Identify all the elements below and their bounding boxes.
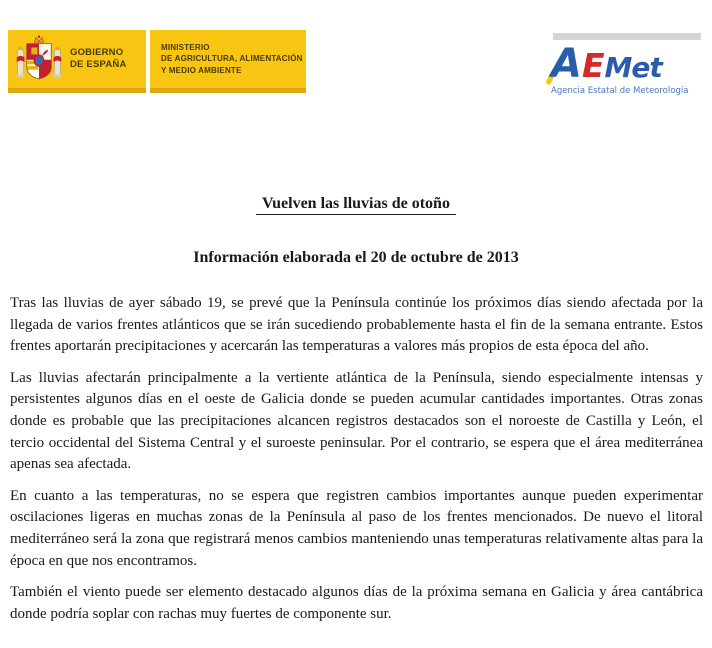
government-line2: DE ESPAÑA [70,59,127,70]
ministry-line2: DE AGRICULTURA, ALIMENTACIÓN [161,54,303,64]
aemet-letter-a: A [551,41,582,87]
aemet-letters-met: Met [604,51,662,84]
body-paragraph: También el viento puede ser elemento destacado algunos días de la próxima semana en Galicia y área cantábrica donde podría soplar con rachas muy fuertes de componente sur. [10,584,703,622]
government-logo-text [70,47,127,72]
document-subtitle: Información elaborada el 20 de octubre de 2013 [193,249,519,266]
government-logo-block [8,30,146,93]
aemet-logo [551,41,701,87]
government-line1: GOBIERNO [70,46,124,58]
header-gray-bar [553,33,701,40]
ministry-logo-block [150,30,306,93]
document-body [10,293,703,635]
document-title-text: Vuelven las lluvias de otoño [256,195,456,215]
ministry-line1: MINISTERIO [161,42,210,52]
ministry-line3: Y MEDIO AMBIENTE [161,65,242,75]
ministry-logo-text [161,42,303,77]
body-paragraph: Tras las lluvias de ayer sábado 19, se prevé que la Península continúe los próximos días siendo afectada por la llegada de varios frentes atlánticos que se irán sucediendo probablemente hasta el fin de la semana entrante. Estos frentes aportarán precipitaciones y acercarán las temperaturas a valores más propios de esta época del año. [10,295,703,355]
body-paragraph: En cuanto a las temperaturas, no se espera que registren cambios importantes aunque pueden experimentar oscilaciones ligeras en muchas zonas de la Península al paso de los frentes mencionados. De nuevo el litoral mediterráneo será la zona que registrará menos cambios manteniendo unas temperaturas relativamente altas para la época en que nos encontramos. [10,487,703,569]
document-title [0,195,712,215]
spain-coat-of-arms-icon [16,33,62,85]
aemet-tagline: Agencia Estatal de Meteorología [551,86,689,96]
body-paragraph: Las lluvias afectarán principalmente a la vertiente atlántica de la Península, siendo especialmente intensas y persistentes algunos días en el oeste de Galicia donde se pueden acumular cantidades importantes. Otras zonas donde es probable que las precipitaciones alcancen registros destacados son el noroeste de Castilla y León, el tercio occidental del Sistema Central y el suroeste peninsular. Por el contrario, se espera que el área mediterránea apenas sea afectada. [10,369,703,473]
aemet-letter-e: E [581,46,605,85]
